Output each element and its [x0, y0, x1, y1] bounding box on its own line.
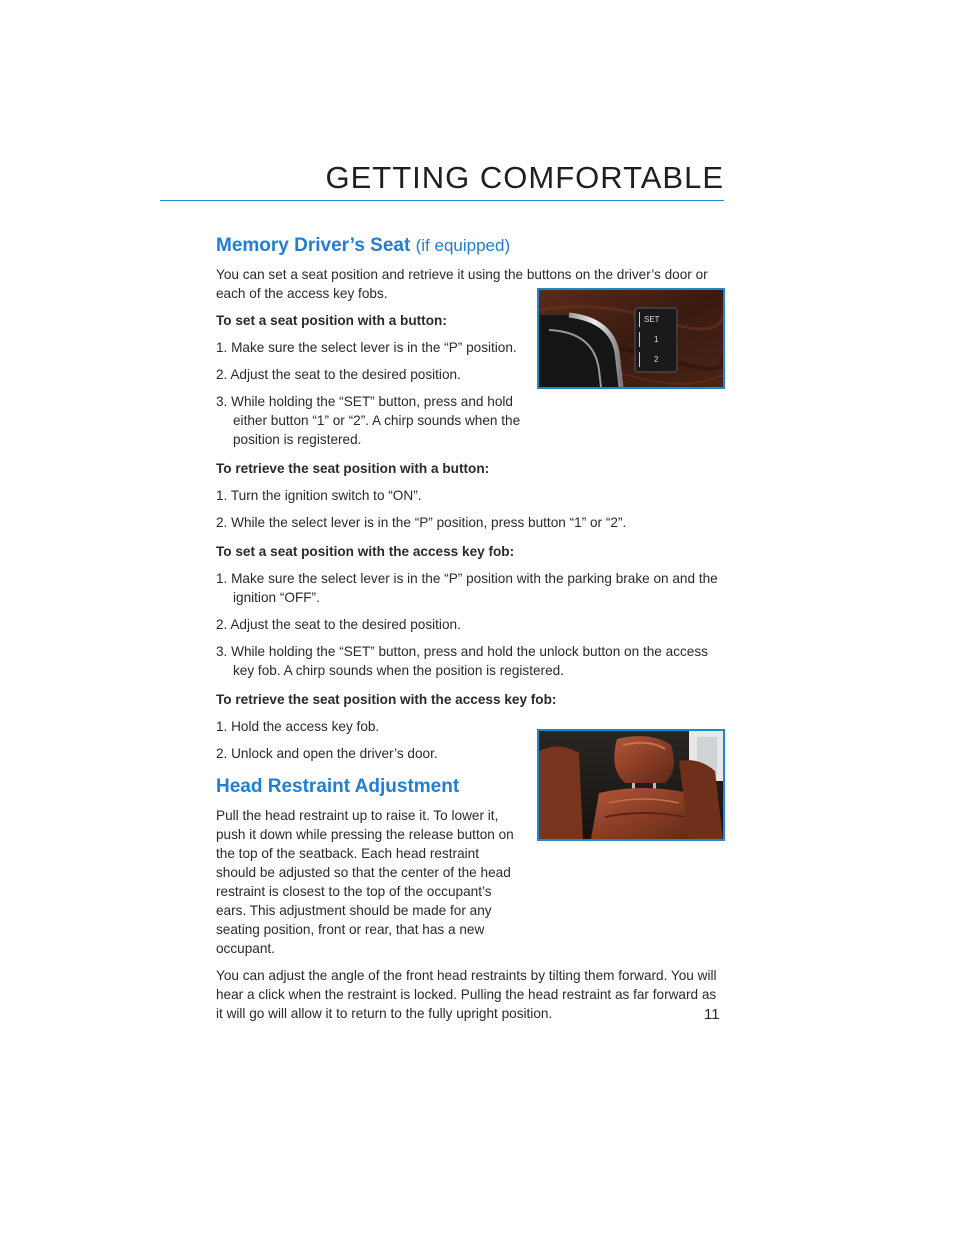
- list-item: 1. Make sure the select lever is in the “P” position with the parking brake on and the ignition “OFF”.: [216, 571, 718, 605]
- seat-illustration: [539, 731, 723, 839]
- memory-seat-heading: [216, 236, 726, 255]
- door-panel-illustration: [539, 290, 723, 387]
- set-button-steps: [216, 338, 528, 449]
- set-fob-steps: [216, 569, 726, 680]
- list-item: 2. While the select lever is in the “P” position, press button “1” or “2”.: [216, 515, 627, 530]
- retrieve-button-steps: [216, 486, 726, 532]
- list-item: 2. Adjust the seat to the desired position.: [216, 367, 461, 382]
- page-header-title: GETTING COMFORTABLE: [325, 160, 724, 195]
- memory-seat-title: Memory Driver’s Seat: [216, 235, 411, 256]
- retrieve-button-heading: To retrieve the seat position with a button:: [216, 461, 490, 476]
- memory-button-panel: [639, 312, 673, 367]
- memory-button-2: 2: [639, 352, 673, 367]
- set-button-heading: To set a seat position with a button:: [216, 313, 447, 328]
- list-item: 3. While holding the “SET” button, press and hold either button “1” or “2”. A chirp sounds when the position is registered.: [216, 394, 521, 447]
- list-item: 3. While holding the “SET” button, press and hold the unlock button on the access key fob. A chirp sounds when the position is registered.: [216, 644, 708, 678]
- memory-seat-title-suffix: (if equipped): [415, 236, 511, 255]
- memory-buttons-photo: [537, 288, 725, 389]
- head-restraint-para1: Pull the head restraint up to raise it. To lower it, push it down while pressing the release button on the top of the seatback. Each head restraint should be adjusted so that the center of the head restraint is closest to the top of the occupant’s ears. This adjustment should be made for any seating position, front or rear, that has a new occupant.: [216, 808, 514, 956]
- list-item: 2. Unlock and open the driver’s door.: [216, 746, 438, 761]
- list-item: 1. Hold the access key fob.: [216, 719, 380, 734]
- header-divider: [160, 200, 724, 201]
- memory-button-1: 1: [639, 332, 673, 347]
- memory-intro: You can set a seat position and retrieve it using the buttons on the driver’s door or each of the access key fobs.: [216, 267, 708, 301]
- head-restraint-heading: Head Restraint Adjustment: [216, 776, 460, 797]
- head-restraint-para2: You can adjust the angle of the front head restraints by tilting them forward. You will hear a click when the restraint is locked. Pulling the head restraint as far forward as it will go will allow it to return to the fully upright position.: [216, 968, 717, 1021]
- set-fob-heading: To set a seat position with the access key fob:: [216, 544, 515, 559]
- set-button: SET: [639, 312, 673, 327]
- page-number: 11: [704, 1006, 720, 1023]
- retrieve-fob-heading: To retrieve the seat position with the access key fob:: [216, 692, 557, 707]
- list-item: 1. Make sure the select lever is in the “P” position.: [216, 340, 517, 355]
- list-item: 1. Turn the ignition switch to “ON”.: [216, 488, 422, 503]
- list-item: 2. Adjust the seat to the desired position.: [216, 617, 461, 632]
- head-restraint-photo: [537, 729, 725, 841]
